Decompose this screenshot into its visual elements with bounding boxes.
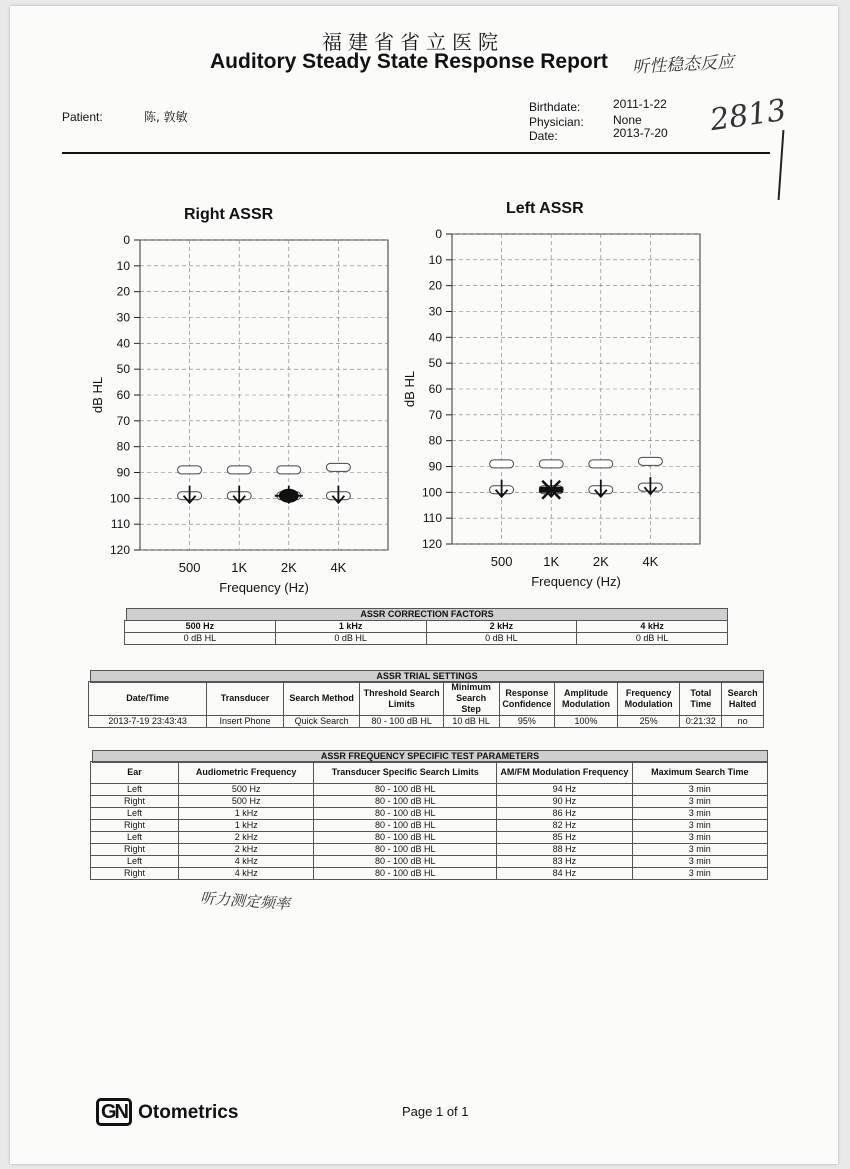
- freq-cell: 3 min: [632, 796, 767, 808]
- trial-header: Threshold Search Limits: [360, 682, 444, 716]
- y-tick-label: 90: [116, 465, 130, 480]
- handwritten-number: 2813: [707, 92, 789, 139]
- y-axis-label: dB HL: [90, 376, 105, 414]
- left-assr-chart: [388, 218, 708, 598]
- search-limit-marker: [539, 460, 563, 468]
- y-tick-label: 50: [428, 356, 442, 371]
- freq-cell: Right: [91, 868, 179, 880]
- search-limit-marker: [227, 466, 251, 474]
- correction-table: [124, 620, 728, 645]
- left-chart-title: Left ASSR: [506, 200, 584, 217]
- date-label: Date:: [529, 129, 558, 143]
- trial-header: Amplitude Modulation: [555, 682, 618, 716]
- freq-cell: 90 Hz: [497, 796, 632, 808]
- correction-header: 2 kHz: [426, 621, 577, 633]
- freq-header: Ear: [91, 762, 179, 784]
- trial-cell: 2013-7-19 23:43:43: [89, 716, 207, 728]
- freq-cell: 3 min: [632, 856, 767, 868]
- freq-header: AM/FM Modulation Frequency: [497, 762, 632, 784]
- x-tick-label: 500: [178, 560, 201, 575]
- freq-cell: 82 Hz: [497, 820, 632, 832]
- no-response-marker: [227, 486, 251, 503]
- search-limit-marker: [589, 460, 613, 468]
- gn-logo-mark: GN: [96, 1098, 132, 1126]
- y-tick-label: 10: [428, 252, 442, 267]
- y-tick-label: 40: [116, 336, 130, 351]
- no-response-marker: [326, 486, 350, 503]
- y-tick-label: 60: [428, 382, 442, 396]
- freq-row: [91, 868, 768, 880]
- y-tick-label: 100: [421, 485, 442, 500]
- pen-stroke: [778, 130, 785, 200]
- y-tick-label: 80: [428, 433, 442, 448]
- correction-title: ASSR CORRECTION FACTORS: [126, 608, 728, 621]
- x-axis-label: Frequency (Hz): [219, 580, 309, 595]
- y-tick-label: 30: [428, 304, 442, 319]
- freq-row: [91, 832, 768, 844]
- correction-header: 4 kHz: [577, 621, 728, 633]
- x-tick-label: 1K: [543, 554, 560, 569]
- y-tick-label: 70: [428, 407, 442, 422]
- freq-row: [91, 808, 768, 820]
- freq-cell: 80 - 100 dB HL: [314, 832, 497, 844]
- freq-cell: 88 Hz: [497, 844, 632, 856]
- correction-header: 500 Hz: [125, 621, 276, 633]
- trial-header: Minimum Search Step: [443, 682, 499, 716]
- freq-row: [91, 796, 768, 808]
- freq-row: [91, 844, 768, 856]
- x-tick-label: 4K: [330, 560, 347, 575]
- freq-cell: Left: [91, 808, 179, 820]
- no-response-marker: [490, 480, 514, 497]
- freq-cell: 85 Hz: [497, 832, 632, 844]
- y-tick-label: 20: [116, 284, 130, 299]
- freq-cell: 1 kHz: [179, 808, 314, 820]
- hospital-name: 福建省省立医院: [322, 30, 504, 54]
- y-tick-label: 0: [123, 233, 130, 247]
- trial-header: Transducer: [207, 682, 284, 716]
- trial-header: Total Time: [680, 682, 722, 716]
- freq-cell: 3 min: [632, 784, 767, 796]
- trial-cell: 80 - 100 dB HL: [360, 716, 444, 728]
- freq-cell: 4 kHz: [179, 856, 314, 868]
- y-tick-label: 70: [116, 413, 130, 428]
- handwritten-note: 听性稳态反应: [631, 52, 735, 78]
- patient-label: Patient:: [62, 110, 103, 124]
- freq-row: [91, 820, 768, 832]
- correction-header: 1 kHz: [275, 621, 426, 633]
- freq-cell: 94 Hz: [497, 784, 632, 796]
- freq-cell: 4 kHz: [179, 868, 314, 880]
- y-tick-label: 10: [116, 258, 130, 273]
- y-tick-label: 60: [116, 388, 130, 402]
- x-tick-label: 2K: [592, 554, 609, 569]
- y-axis-label: dB HL: [402, 370, 417, 408]
- freq-cell: 80 - 100 dB HL: [314, 808, 497, 820]
- freq-cell: Left: [91, 832, 179, 844]
- birthdate-label: Birthdate:: [529, 100, 581, 114]
- y-tick-label: 120: [421, 537, 442, 551]
- freq-cell: 500 Hz: [179, 784, 314, 796]
- trial-cell: 100%: [555, 716, 618, 728]
- freq-params-table: [90, 761, 768, 880]
- header-divider: [62, 152, 770, 154]
- x-axis-label: Frequency (Hz): [531, 574, 621, 589]
- freq-cell: 3 min: [632, 808, 767, 820]
- search-limit-marker: [178, 466, 202, 474]
- y-tick-label: 30: [116, 310, 130, 325]
- trial-cell: Insert Phone: [207, 716, 284, 728]
- y-tick-label: 50: [116, 362, 130, 377]
- freq-cell: 80 - 100 dB HL: [314, 844, 497, 856]
- trial-header: Search Method: [283, 682, 360, 716]
- y-tick-label: 110: [422, 511, 442, 526]
- freq-header: Maximum Search Time: [632, 762, 767, 784]
- trial-header: Response Confidence: [499, 682, 555, 716]
- patient-name: 陈, 敦敏: [144, 110, 188, 124]
- freq-cell: 80 - 100 dB HL: [314, 868, 497, 880]
- freq-cell: Right: [91, 796, 179, 808]
- trial-header: Search Halted: [722, 682, 764, 716]
- trial-table: [88, 681, 764, 728]
- handwritten-bottom-note: 听力测定频率: [199, 888, 291, 914]
- freq-header: Transducer Specific Search Limits: [314, 762, 497, 784]
- freq-cell: 2 kHz: [179, 832, 314, 844]
- y-tick-label: 20: [428, 278, 442, 293]
- freq-cell: Right: [91, 844, 179, 856]
- physician-label: Physician:: [529, 115, 584, 129]
- y-tick-label: 120: [109, 543, 130, 557]
- trial-cell: 0:21:32: [680, 716, 722, 728]
- no-response-marker: [589, 480, 613, 497]
- freq-cell: 86 Hz: [497, 808, 632, 820]
- no-response-marker: [539, 480, 563, 499]
- freq-header: Audiometric Frequency: [179, 762, 314, 784]
- x-tick-label: 500: [490, 554, 513, 569]
- y-tick-label: 40: [428, 330, 442, 345]
- physician-value: None: [613, 113, 642, 127]
- correction-value: 0 dB HL: [275, 633, 426, 645]
- correction-value: 0 dB HL: [125, 633, 276, 645]
- trial-header: Frequency Modulation: [617, 682, 680, 716]
- freq-cell: 80 - 100 dB HL: [314, 820, 497, 832]
- freq-cell: 3 min: [632, 832, 767, 844]
- trial-header: Date/Time: [89, 682, 207, 716]
- no-response-marker: [638, 477, 662, 494]
- trial-cell: Quick Search: [283, 716, 360, 728]
- trial-cell: no: [722, 716, 764, 728]
- freq-cell: Left: [91, 856, 179, 868]
- freq-cell: 84 Hz: [497, 868, 632, 880]
- freq-row: [91, 784, 768, 796]
- freq-cell: 1 kHz: [179, 820, 314, 832]
- otometrics-logo: [96, 1098, 238, 1126]
- trial-cell: 95%: [499, 716, 555, 728]
- birthdate-value: 2011-1-22: [613, 97, 667, 111]
- search-limit-marker: [490, 460, 514, 468]
- y-tick-label: 110: [110, 517, 130, 532]
- date-value: 2013-7-20: [613, 126, 668, 140]
- freq-cell: 80 - 100 dB HL: [314, 856, 497, 868]
- freq-row: [91, 856, 768, 868]
- correction-value: 0 dB HL: [577, 633, 728, 645]
- trial-cell: 25%: [617, 716, 680, 728]
- freq-params-title: ASSR FREQUENCY SPECIFIC TEST PARAMETERS: [92, 750, 768, 763]
- freq-cell: 80 - 100 dB HL: [314, 784, 497, 796]
- y-tick-label: 90: [428, 459, 442, 474]
- trial-title: ASSR TRIAL SETTINGS: [90, 670, 764, 683]
- x-tick-label: 4K: [642, 554, 659, 569]
- logo-text: Otometrics: [138, 1102, 239, 1123]
- report-page: [10, 6, 838, 1164]
- freq-cell: Right: [91, 820, 179, 832]
- freq-cell: 80 - 100 dB HL: [314, 796, 497, 808]
- page-number: Page 1 of 1: [402, 1104, 469, 1119]
- report-title: Auditory Steady State Response Report: [210, 50, 608, 73]
- freq-cell: Left: [91, 784, 179, 796]
- x-tick-label: 1K: [231, 560, 248, 575]
- right-chart-title: Right ASSR: [184, 206, 274, 223]
- freq-cell: 3 min: [632, 844, 767, 856]
- freq-cell: 3 min: [632, 820, 767, 832]
- y-tick-label: 100: [109, 491, 130, 506]
- search-limit-marker: [326, 463, 350, 471]
- search-limit-marker: [638, 457, 662, 465]
- correction-value: 0 dB HL: [426, 633, 577, 645]
- freq-cell: 500 Hz: [179, 796, 314, 808]
- freq-cell: 2 kHz: [179, 844, 314, 856]
- no-response-marker: [275, 486, 303, 503]
- trial-cell: 10 dB HL: [443, 716, 499, 728]
- y-tick-label: 0: [435, 227, 442, 241]
- freq-cell: 3 min: [632, 868, 767, 880]
- search-limit-marker: [277, 466, 301, 474]
- y-tick-label: 80: [116, 439, 130, 454]
- x-tick-label: 2K: [280, 560, 297, 575]
- freq-cell: 83 Hz: [497, 856, 632, 868]
- no-response-marker: [178, 486, 202, 503]
- right-assr-chart: [76, 224, 396, 604]
